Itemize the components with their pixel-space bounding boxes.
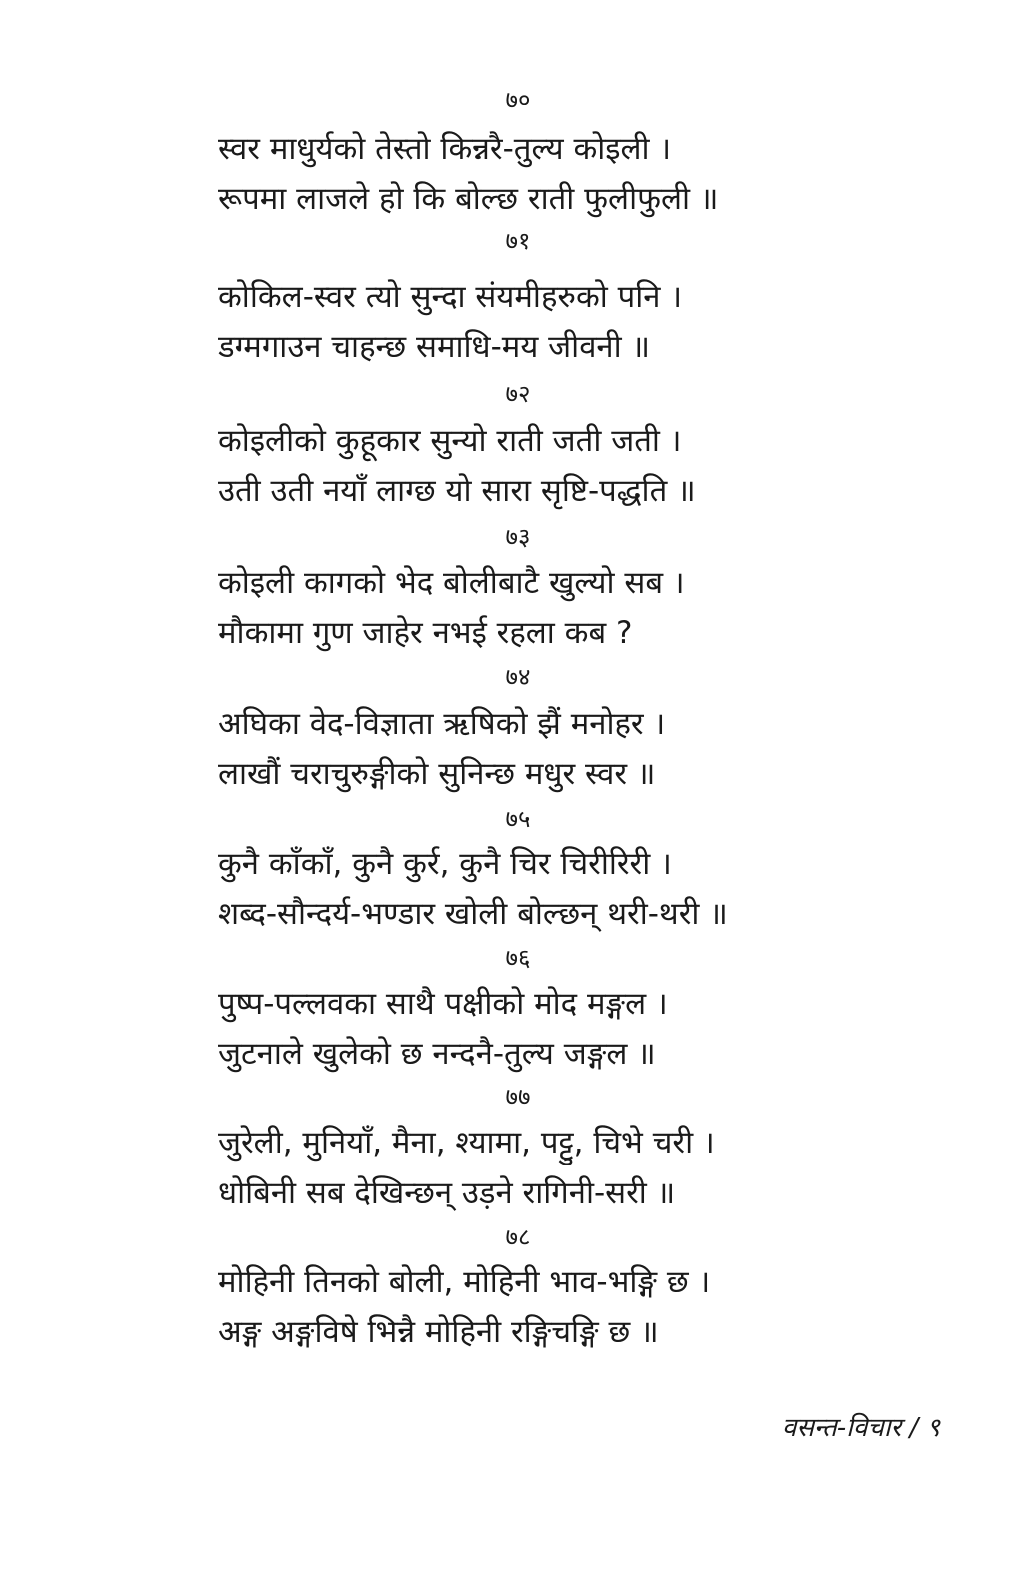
verse-number: ७५ [505,805,531,833]
verse-number: ७२ [505,380,531,408]
verse-line-2: शब्द-सौन्दर्य-भण्डार खोली बोल्छन् थरी-थरी ॥ [218,896,728,932]
verse-line-2: अङ्ग अङ्गविषे भिन्नै मोहिनी रङ्गिचङ्गि छ ॥ [218,1314,659,1350]
verse-line-2: डग्मगाउन चाहन्छ समाधि-मय जीवनी ॥ [218,329,651,365]
verse-line-1: जुरेली, मुनियाँ, मैना, श्यामा, पट्टु, चिभे चरी । [218,1125,715,1161]
verse-number: ७७ [505,1083,531,1111]
verse-line-2: जुटनाले खुलेको छ नन्दनै-तुल्य जङ्गल ॥ [218,1036,656,1072]
verse-number: ७१ [505,227,531,255]
verse-line-1: कोकिल-स्वर त्यो सुन्दा संयमीहरुको पनि । [218,279,683,315]
verse-line-1: पुष्प-पल्लवका साथै पक्षीको मोद मङ्गल । [218,986,668,1022]
verse-line-2: लाखौं चराचुरुङ्गीको सुनिन्छ मधुर स्वर ॥ [218,756,656,792]
verse-line-1: कोइली कागको भेद बोलीबाटै खुल्यो सब । [218,565,685,601]
verse-number: ७४ [505,663,531,691]
verse-line-2: मौकामा गुण जाहेर नभई रहला कब ? [218,615,633,651]
verse-number: ७८ [505,1223,531,1251]
verse-line-2: धोबिनी सब देखिन्छन् उड़ने रागिनी-सरी ॥ [218,1175,676,1211]
running-footer: वसन्त-विचार / ९ [781,1413,940,1443]
verse-line-1: स्वर माधुर्यको तेस्तो किन्नरै-तुल्य कोइली । [218,131,672,167]
verse-number: ७० [505,86,531,114]
verse-line-2: उती उती नयाँ लाग्छ यो सारा सृष्टि-पद्धति ॥ [218,473,696,509]
verse-number: ७६ [505,944,531,972]
verse-line-1: कोइलीको कुहूकार सुन्यो राती जती जती । [218,423,682,459]
verse-line-1: अघिका वेद-विज्ञाता ऋषिको झैं मनोहर । [218,706,666,742]
verse-number: ७३ [505,523,531,551]
verse-line-1: मोहिनी तिनको बोली, मोहिनी भाव-भङ्गि छ । [218,1264,711,1300]
verse-line-1: कुनै काँकाँ, कुनै कुर्र, कुनै चिर चिरीरिरी । [218,846,672,882]
verse-line-2: रूपमा लाजले हो कि बोल्छ राती फुलीफुली ॥ [218,181,719,217]
